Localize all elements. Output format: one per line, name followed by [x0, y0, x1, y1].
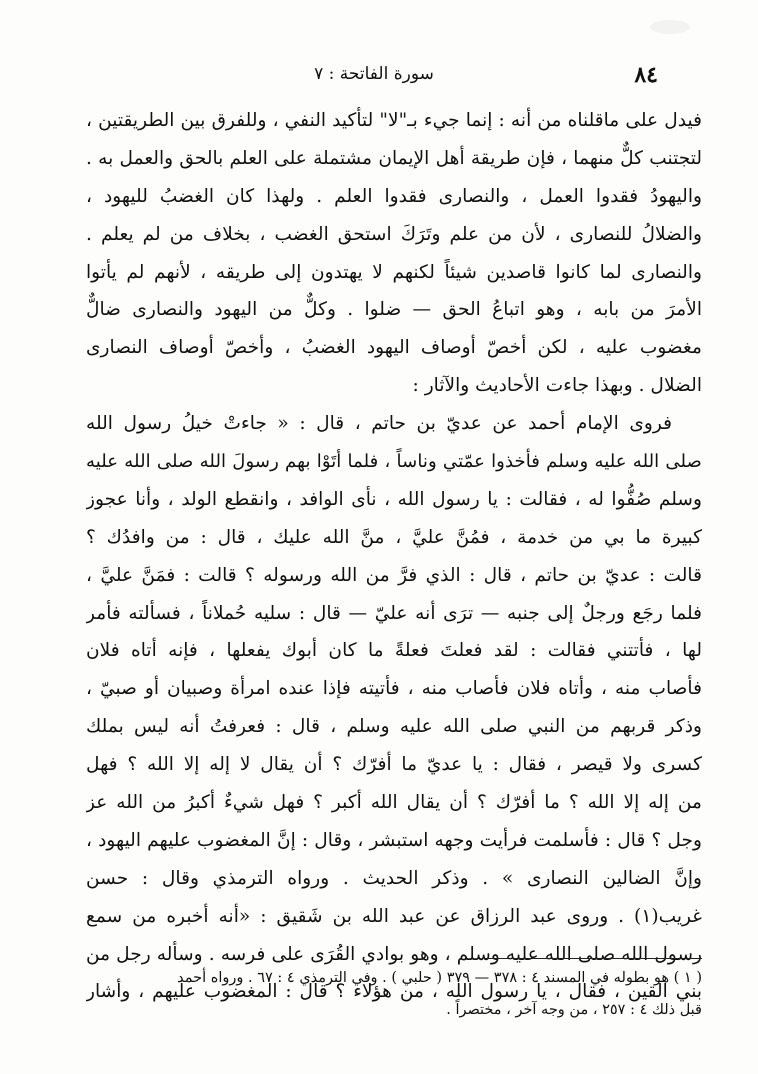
- text-line: من إله إلا الله ؟ ما أفرّك ؟ أن يقال الله أكبر ؟ فهل شيءٌ أكبرُ من الله عز: [86, 792, 702, 814]
- text-line: فروى الإمام أحمد عن عديّ بن حاتم ، قال : « جاءتْ خيلُ رسول الله: [86, 413, 672, 435]
- footnote-divider: [484, 958, 702, 959]
- text-line: لتجتنب كلٌّ منهما ، فإن طريقة أهل الإيمان مشتملة على العلم بالحق والعمل به .: [86, 147, 702, 169]
- text-line: وجل ؟ قال : فأسلمت فرأيت وجهه استبشر ، وقال : إنَّ المغضوب عليهم اليهود ،: [86, 829, 702, 851]
- text-line: لها ، فأتتني فقالت : لقد فعلتَ فعلةً ما كان أبوك يفعلها ، فإنه أتاه فلان: [86, 640, 702, 662]
- text-line: بني القين ، فقال ، يا رسول الله ، من هؤلاء ؟ قال : المغضوب عليهم ، وأشار: [86, 981, 702, 1003]
- footnote-line: ( ١ ) هو بطوله في المسند ٤ : ٣٧٨ — ٣٧٩ ( حلبي ) . وفي الترمذي ٤ : ٦٧ . ورواه أحمد: [177, 970, 702, 986]
- page-header: [90, 62, 658, 92]
- text-line: الضلال . وبهذا جاءت الأحاديث والآثار :: [412, 375, 702, 397]
- body-text: [86, 102, 702, 1011]
- text-line: والنصارى لما كانوا قاصدين شيئاً لكنهم لا يهتدون إلى طريقه ، لأنهم لم يأتوا: [86, 261, 702, 283]
- text-line: فيدل على ماقلناه من أنه : إنما جيء بـ"لا" لتأكيد النفي ، وللفرق بين الطريقتين ،: [86, 110, 702, 131]
- footnote-line: قبل ذلك ٤ : ٢٥٧ ، من وجه آخر ، مختصراً .: [446, 1002, 702, 1018]
- text-line: وسلم صُفُّوا له ، فقالت : يا رسول الله ، نأى الوافد ، وانقطع الولد ، وأنا عجوز: [86, 488, 702, 510]
- footnotes: [120, 962, 702, 1026]
- page-number: ٨٤: [634, 62, 658, 88]
- text-line: كسرى ولا قيصر ، فقال : يا عديّ ما أفرّك ؟ أن يقال لا إله إلا الله ؟ فهل: [86, 754, 702, 776]
- text-line: فلما رجَع ورجلٌ إلى جنبه — ترَى أنه عليّ — قال : سليه حُملاناً ، فسألته فأمر: [86, 602, 702, 624]
- paper-smudge: [650, 20, 690, 34]
- running-title: سورة الفاتحة : ٧: [314, 64, 434, 84]
- text-line: واليهودُ فقدوا العمل ، والنصارى فقدوا العلم . ولهذا كان الغضبُ لليهود ،: [86, 185, 702, 207]
- text-line: وذكر قربهم من النبي صلى الله عليه وسلم ، قال : فعرفتُ أنه ليس بملك: [86, 716, 702, 738]
- text-line: الأمرَ من بابه ، وهو اتباعُ الحق — ضلوا . وكلٌّ من اليهود والنصارى ضالٌّ: [86, 299, 702, 321]
- text-line: كبيرة ما بي من خدمة ، فمُنَّ عليَّ ، منَّ الله عليك ، قال : من وافدُك ؟: [86, 526, 702, 548]
- text-line: صلى الله عليه وسلم فأخذوا عمّتي وناساً ، فلما أتَوْا بهم رسولَ الله صلى الله عليه: [86, 451, 702, 473]
- text-line: وإنَّ الضالين النصارى » . وذكر الحديث . ورواه الترمذي وقال : حسن: [86, 867, 702, 889]
- text-line: رسول الله صلى الله عليه وسلم ، وهو بوادي القُرَى على فرسه . وسأله رجل من: [86, 943, 702, 965]
- text-line: قالت : عديّ بن حاتم ، قال : الذي فرَّ من الله ورسوله ؟ قالت : فمَنَّ عليَّ ،: [86, 564, 702, 586]
- text-line: والضلالُ للنصارى ، لأن من علم وتَرَكَ استحق الغضب ، بخلاف من لم يعلم .: [86, 223, 702, 245]
- text-line: فأصاب منه ، وأتاه فلان فأصاب منه ، فأتيته فإذا عنده امرأة وصبيان أو صبيّ ،: [86, 678, 702, 700]
- text-line: غريب(١) . وروى عبد الرزاق عن عبد الله بن شَقيق : «أنه أخبره من سمع: [86, 905, 702, 927]
- text-line: مغضوب عليه ، لكن أخصّ أوصاف اليهود الغضبُ ، وأخصّ أوصاف النصارى: [86, 337, 702, 359]
